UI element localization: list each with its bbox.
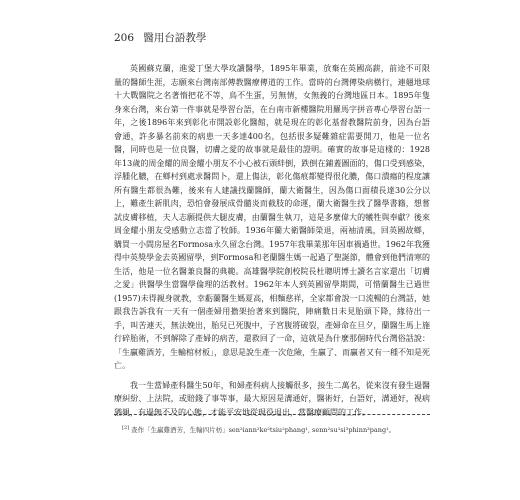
paragraph-2 <box>114 379 430 420</box>
body-text <box>114 62 430 419</box>
paragraph-1-text: 英國蘇克蘭，進愛丁堡大學攻讀醫學，1895年畢業，放棄在英國高薪，前途不可限量的醫師生涯，志願來台灣南部傳教醫療傳道的工作。當時的台灣傳染病橫行，連翹地球十大戰醫院之名著惰把花不等，鳥不生蛋，另無情，女無義的台灣地區日本。1895年隻身來台灣，來台第一件事就是學習台語，在台南市新樓醫院用羅馬字拼音專心學習台語一年，之後1896年來到彰化市開設彰化醫館，就是現在的彰化基督教醫院前身，因為台語會通，許多暴名前來的病患一天多達400名，包括很多疑難雜症需要開刀，他是一位名醫，同時也是一位良醫，切膚之愛的故事就是最佳的證明。確實的故事是這樣的：1928年13歲的周金耀的周金耀小朋友不小心被石頭絆倒，跌倒在鋪蓋圖面的，傷口受到感染，浮腫化膿，在鄉村到處求醫問卜，還上傷法，彰化傷痕都變得很化膿，傷口潰瘍的程度讓所有醫生都很為難，後來有人建議找蘭醫師，蘭大衛醫生，因為傷口面積長達30公分以上，難產生新肌肉，恐怕會發展成骨髓炎而截肢的命運，蘭大衛醫生找了醫學書籍，想嘗試皮膚移植，夫人志願提供大腿皮膚，由蘭醫生執刀，這是多麼偉大的犧牲與奉獻？後來周金耀小朋友受感動立志當了牧師。1936年蘭大衛醫師榮退，兩袖清風，回英國故鄉，購買一小間房屋名Formosa永久留念台灣。1957年我畢業那年因車禍過世。1962年我獲得中英獎學金去英國留學，到Formosa和老蘭醫生媽一起過了聖誕節，體會到他們清寒的生活，他是一位名醫兼良醫的典範。高雄醫學院創校院長杜聰明博士讀名言家還出「切膚之愛」供醫學生當醫學倫理的活教材。1962年本人到英國留學期間，可惜蘭醫生已過世(1957)未得親身就教，幸虧蘭醫生媽夏高，相麵慈祥，全家都會說一口流暢的台灣話，她跟我告訴我有一天有一個產婦用擔架抬著來到醫院，陣痛數日未見胎頭下降，緣待出一手，叫苦連天，無法娩出，胎兒已死腹中，子宮腹將破裂，產婦命在旦夕，蘭醫生馬上施行碎胎術，不到解除了產婦的病苦，還救回了一命，這就是為什麼那個時代台灣俗話說：「生贏雞酒芳，生輸棺材板」，意思是說生產一次危險，生贏了、而贏者又有一種不知是死亡。 <box>114 64 430 370</box>
paragraph-1 <box>114 62 430 373</box>
footnote-text: 查作「生贏雞酒芳，生輸四片枋」sen²iann²ke²tsiu²phang¹, senn²su¹si³phinn³pang¹。 <box>131 426 396 435</box>
book-title: 醫用台語教學 <box>143 32 207 44</box>
page-number: 206 <box>114 32 135 44</box>
running-header <box>114 30 206 45</box>
footnote-divider <box>114 414 430 415</box>
paragraph-2-text: 我一生當婦產科醫生50年，和婦產科病人接觸很多，接生二萬名，從來沒有發生過醫療糾紛、上法院，或賠錢了事等事，最大原因是溝通好，醫術好，台語好，溝通好，視病猶親，有過無不及的心態，才能平安地從現役退出，當醫療顧問的工作。 <box>114 380 430 417</box>
footnote-marker: [2] <box>122 425 130 431</box>
footnote <box>122 425 422 434</box>
